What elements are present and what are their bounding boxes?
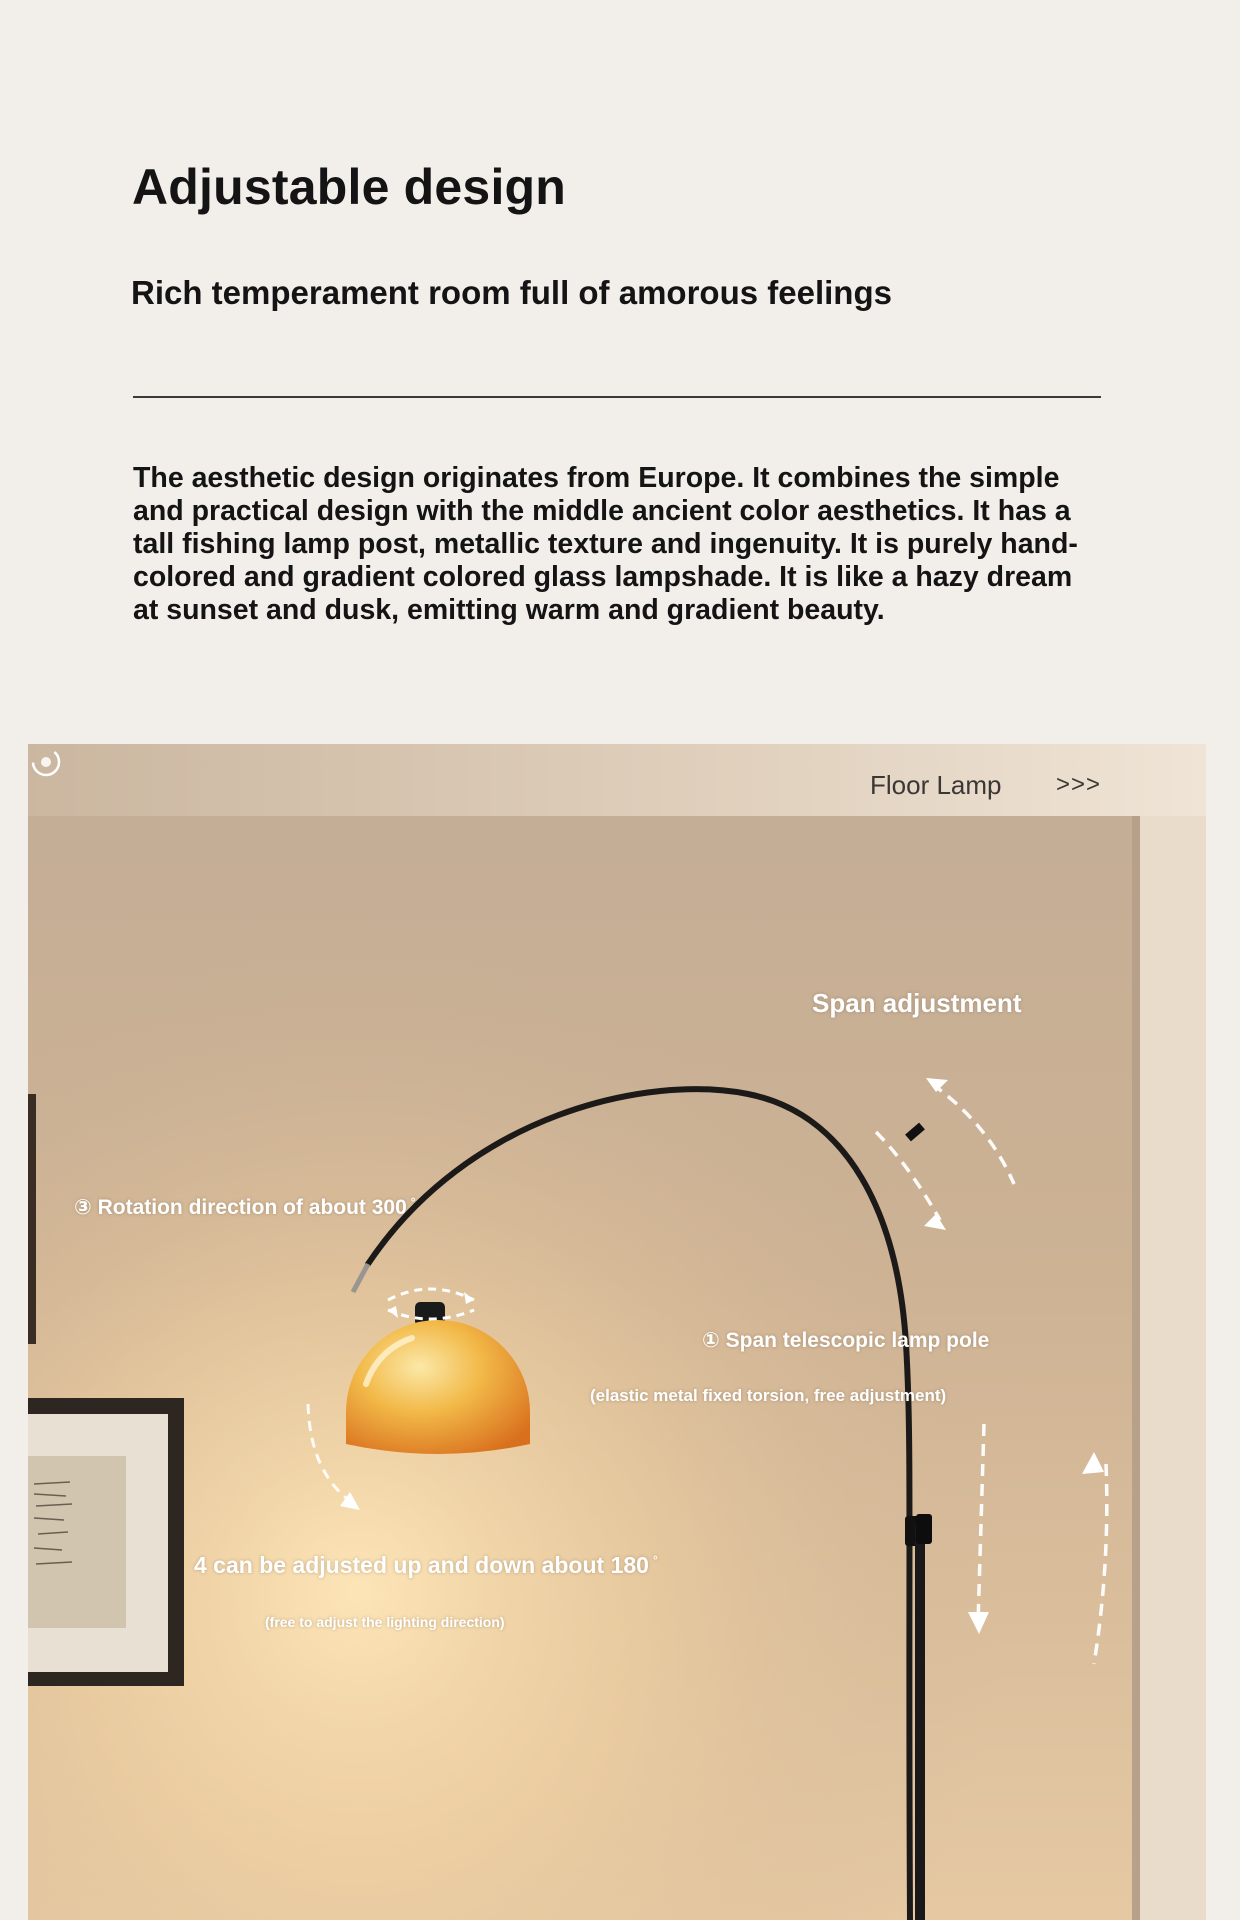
up-down-degree: ° xyxy=(652,1553,658,1568)
page-subtitle: Rich temperament room full of amorous feelings xyxy=(131,274,892,311)
product-photo xyxy=(28,744,1206,1920)
up-down-label xyxy=(194,1552,658,1579)
description-text: The aesthetic design originates from Europe. It combines the simple and practical design with the middle ancient color aesthetics. It has a tall fishing lamp post, metallic texture and ingenuity. It is purely hand-colored and gradient colored glass lampshade. It is like a hazy dream at sunset and dusk, emitting warm and gradient beauty. xyxy=(133,462,1078,626)
banner-title: Floor Lamp xyxy=(870,770,1002,800)
rotation-degree: ° xyxy=(410,1195,416,1209)
span-adjust-icon xyxy=(28,744,64,780)
page-title: Adjustable design xyxy=(132,159,567,215)
up-down-text: 4 can be adjusted up and down about 180 xyxy=(194,1552,649,1578)
telescopic-note: (elastic metal fixed torsion, free adjustment) xyxy=(590,1386,947,1405)
span-adjustment-label: Span adjustment xyxy=(812,988,1022,1018)
banner-arrows: >>> xyxy=(1056,771,1102,798)
divider xyxy=(133,396,1101,398)
upper-frame-edge xyxy=(28,1094,36,1344)
rotation-label xyxy=(74,1195,416,1220)
up-down-note: (free to adjust the lighting direction) xyxy=(265,1614,505,1630)
telescopic-label: ① Span telescopic lamp pole xyxy=(702,1329,990,1352)
lamp-scene-illustration xyxy=(28,744,1206,1920)
rotation-text: ③ Rotation direction of about 300 xyxy=(74,1196,407,1219)
